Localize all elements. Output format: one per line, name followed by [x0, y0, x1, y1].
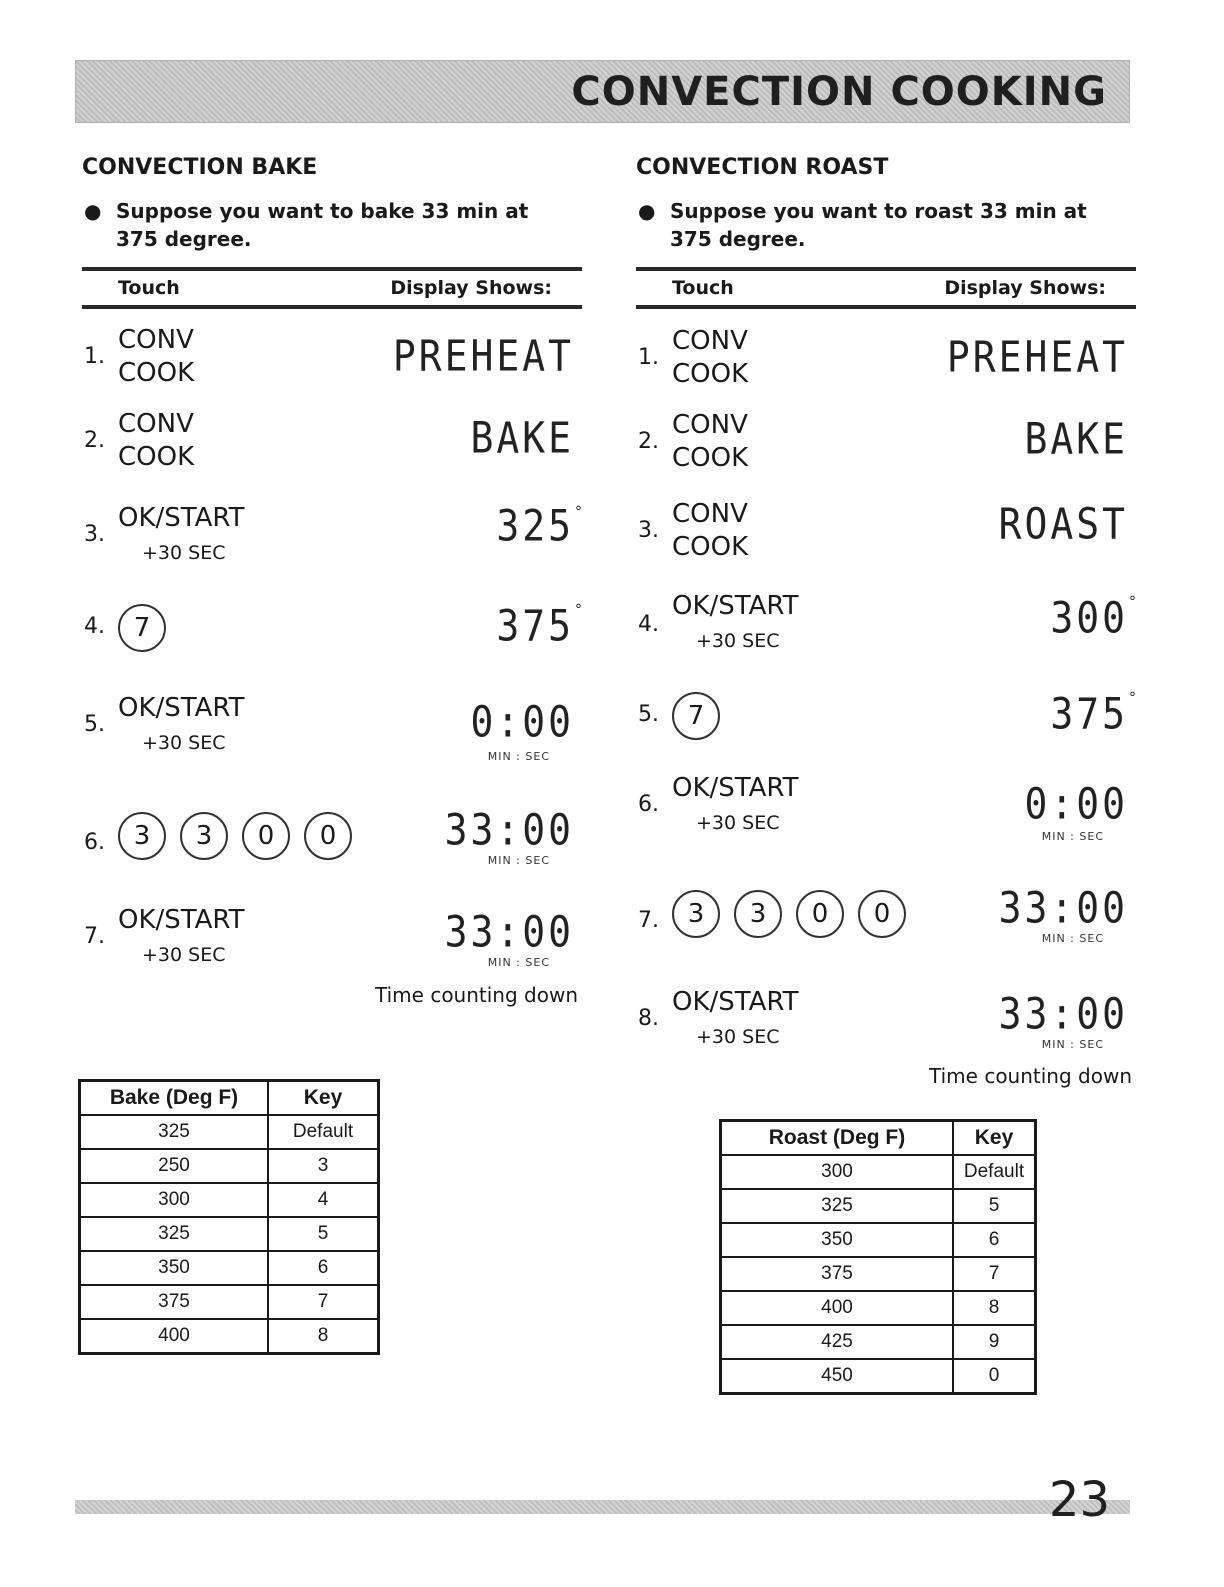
- plus-30-sec-label: +30 SEC: [696, 812, 780, 834]
- touch-column-label: Touch: [118, 277, 180, 299]
- conv-key-label: CONV: [118, 325, 194, 355]
- display-readout: PREHEAT: [946, 332, 1128, 382]
- time-counting-note: Time counting down: [375, 983, 578, 1007]
- number-key-3: 3: [180, 812, 228, 860]
- min-sec-label: MIN : SEC: [1041, 830, 1104, 843]
- display-readout: ROAST: [998, 499, 1128, 549]
- bake-intro: ● Suppose you want to bake 33 min at 375 degree.: [84, 199, 529, 251]
- number-key-7: 7: [672, 692, 720, 740]
- number-key-3: 3: [118, 812, 166, 860]
- table-header-roast: Roast (Deg F): [721, 1121, 954, 1156]
- page-title: CONVECTION COOKING: [571, 69, 1107, 115]
- degree-symbol: °: [1129, 690, 1136, 706]
- table-row: 425 9: [721, 1325, 1036, 1359]
- number-key-0: 0: [796, 890, 844, 938]
- number-key-0: 0: [858, 890, 906, 938]
- display-readout: 375: [1050, 689, 1128, 739]
- cook-key-label: COOK: [672, 532, 749, 562]
- display-readout: 0:00: [1024, 779, 1128, 829]
- conv-key-label: CONV: [118, 409, 194, 439]
- roast-steps-header: [636, 267, 1136, 309]
- display-readout: BAKE: [470, 413, 574, 463]
- table-row: 325 5: [721, 1189, 1036, 1223]
- roast-intro: ● Suppose you want to roast 33 min at 375 degree.: [638, 199, 1087, 251]
- degree-symbol: °: [1129, 594, 1136, 610]
- min-sec-label: MIN : SEC: [487, 956, 550, 969]
- ok-start-key-label: OK/START: [118, 905, 245, 935]
- touch-column-label: Touch: [672, 277, 734, 299]
- table-row: 325 5: [80, 1217, 379, 1251]
- time-counting-note: Time counting down: [929, 1064, 1132, 1088]
- table-header-bake: Bake (Deg F): [80, 1081, 269, 1116]
- table-row: 375 7: [80, 1285, 379, 1319]
- display-readout: 375: [496, 601, 574, 651]
- display-readout: 33:00: [998, 989, 1128, 1039]
- ok-start-key-label: OK/START: [118, 503, 245, 533]
- plus-30-sec-label: +30 SEC: [696, 1026, 780, 1048]
- display-readout: BAKE: [1024, 414, 1128, 464]
- ok-start-key-label: OK/START: [672, 987, 799, 1017]
- cook-key-label: COOK: [672, 359, 749, 389]
- display-readout: 325: [496, 501, 574, 551]
- display-column-label: Display Shows:: [944, 277, 1106, 299]
- min-sec-label: MIN : SEC: [1041, 932, 1104, 945]
- table-row: 400 8: [80, 1319, 379, 1354]
- roast-temperature-table: [719, 1119, 1037, 1395]
- display-readout: PREHEAT: [392, 331, 574, 381]
- roast-title: CONVECTION ROAST: [636, 155, 889, 180]
- convection-bake-section: CONVECTION BAKE ● Suppose you want to bake 33 min at 375 degree. Touch Display Shows: 1. CONV COOK PREHEAT 2. CONV COOK BAKE 3. OK/START +30 SEC 325 ° 4. 7 375 ° 5. OK/START +30 SEC 0:00 MIN : SEC 6. 3 3 0 0 33:00 MIN : SEC 7. OK/START +30 SEC 33:00 MIN : SEC Time counting down Bake (Deg F) Key 325 Default 250 3 300 4 325 5 350 6 375 7 400 8: [82, 0, 582, 1587]
- ok-start-key-label: OK/START: [672, 591, 799, 621]
- display-column-label: Display Shows:: [390, 277, 552, 299]
- table-header-key: Key: [953, 1121, 1036, 1156]
- table-row: 400 8: [721, 1291, 1036, 1325]
- number-key-7: 7: [118, 604, 166, 652]
- table-row: 350 6: [721, 1223, 1036, 1257]
- bake-steps-header: [82, 267, 582, 309]
- table-header-key: Key: [268, 1081, 379, 1116]
- plus-30-sec-label: +30 SEC: [142, 542, 226, 564]
- bullet-icon: ●: [84, 199, 102, 223]
- display-readout: 33:00: [444, 805, 574, 855]
- convection-roast-section: CONVECTION ROAST ● Suppose you want to roast 33 min at 375 degree. Touch Display Shows: 1. CONV COOK PREHEAT 2. CONV COOK BAKE 3. CONV COOK ROAST 4. OK/START +30 SEC 300 ° 5. 7 375 ° 6. OK/START +30 SEC 0:00 MIN : SEC 7. 3 3 0 0 33:00 MIN : SEC 8. OK/START +30 SEC 33:00 MIN : SEC Time counting down Roast (Deg F) Key 300 Default 325 5 350 6 375 7 400 8 425 9 450 0: [636, 0, 1136, 1587]
- plus-30-sec-label: +30 SEC: [696, 630, 780, 652]
- table-row: 375 7: [721, 1257, 1036, 1291]
- degree-symbol: °: [575, 504, 582, 520]
- footer-bar: [75, 1500, 1130, 1514]
- plus-30-sec-label: +30 SEC: [142, 944, 226, 966]
- table-row: 450 0: [721, 1359, 1036, 1394]
- page-number: 23: [1048, 1472, 1110, 1528]
- plus-30-sec-label: +30 SEC: [142, 732, 226, 754]
- cook-key-label: COOK: [672, 443, 749, 473]
- conv-key-label: CONV: [672, 326, 748, 356]
- table-row: 250 3: [80, 1149, 379, 1183]
- number-key-3: 3: [734, 890, 782, 938]
- number-key-3: 3: [672, 890, 720, 938]
- table-row: 325 Default: [80, 1115, 379, 1149]
- bullet-icon: ●: [638, 199, 656, 223]
- bake-title: CONVECTION BAKE: [82, 155, 318, 180]
- table-header-row: [80, 1081, 379, 1116]
- number-key-0: 0: [242, 812, 290, 860]
- display-readout: 33:00: [998, 883, 1128, 933]
- min-sec-label: MIN : SEC: [487, 854, 550, 867]
- cook-key-label: COOK: [118, 358, 195, 388]
- display-readout: 300: [1050, 593, 1128, 643]
- number-key-0: 0: [304, 812, 352, 860]
- ok-start-key-label: OK/START: [118, 693, 245, 723]
- table-row: 300 4: [80, 1183, 379, 1217]
- ok-start-key-label: OK/START: [672, 773, 799, 803]
- conv-key-label: CONV: [672, 410, 748, 440]
- min-sec-label: MIN : SEC: [487, 750, 550, 763]
- degree-symbol: °: [575, 602, 582, 618]
- display-readout: 33:00: [444, 907, 574, 957]
- display-readout: 0:00: [470, 697, 574, 747]
- table-row: 350 6: [80, 1251, 379, 1285]
- conv-key-label: CONV: [672, 499, 748, 529]
- table-row: 300 Default: [721, 1155, 1036, 1189]
- bake-temperature-table: [78, 1079, 380, 1355]
- cook-key-label: COOK: [118, 442, 195, 472]
- min-sec-label: MIN : SEC: [1041, 1038, 1104, 1051]
- table-header-row: [721, 1121, 1036, 1156]
